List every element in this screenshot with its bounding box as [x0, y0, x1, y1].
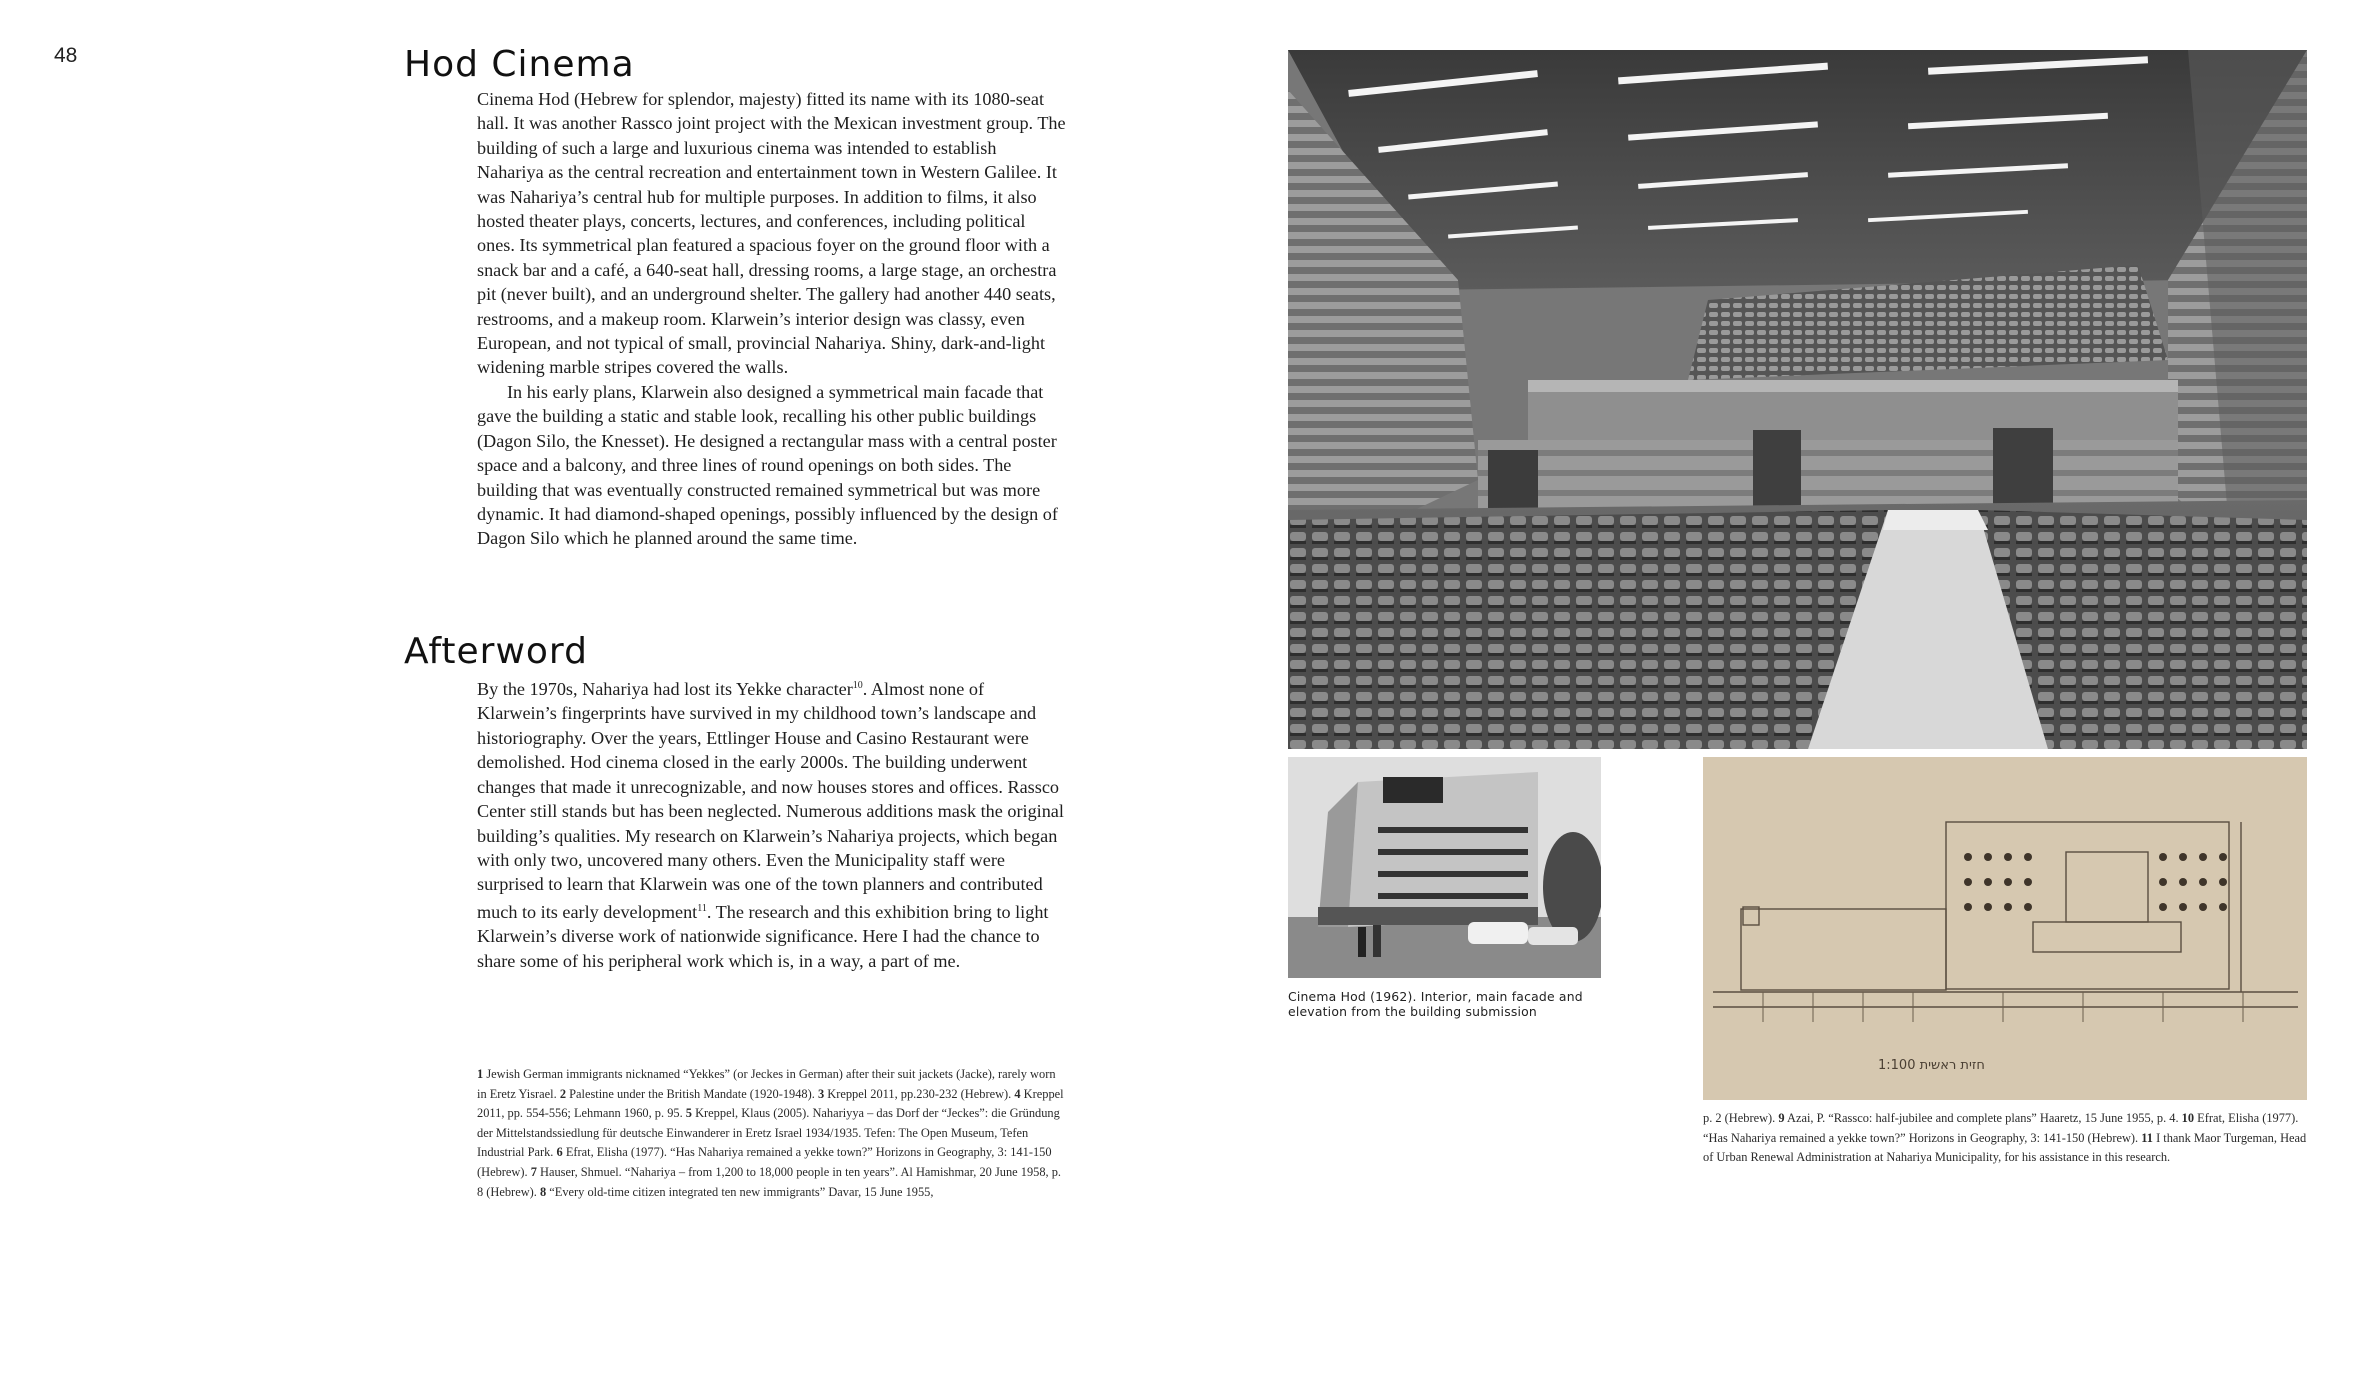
figure-caption: Cinema Hod (1962). Interior, main facade and elevation from the building submission [1288, 989, 1583, 1019]
section-heading-hod-cinema: Hod Cinema [404, 44, 635, 85]
afterword-body [477, 674, 1067, 973]
footnote-item: 10 Efrat, Elisha (1977). “Has Nahariya remained a yekke town?” Horizons in Geography, 3: 141-150 (Hebrew). [1703, 1111, 2299, 1145]
footnote-ref-11: 11 [697, 902, 707, 914]
hod-cinema-paragraph-2: In his early plans, Klarwein also designed a symmetrical main facade that gave the building a static and stable look, recalling his other public buildings (Dagon Silo, the Knesset). He designed a rectangular mass with a central poster space and a balcony, and three lines of round openings on both sides. The building that was eventually constructed remained symmetrical but was more dynamic. It had diamond-shaped openings, possibly influenced by the design of Dagon Silo which he planned around the same time. [477, 381, 1058, 549]
footnote-ref-10: 10 [852, 680, 863, 691]
afterword-paragraph [477, 674, 1067, 973]
footnote-item: 2 Palestine under the British Mandate (1920-1948). [559, 1086, 815, 1101]
afterword-text-part-2: . Almost none of Klarwein’s fingerprints have survived in my childhood town’s landscape and historiography. Over the years, Ettlinger House and Casino Restaurant were demolished. Hod cinema closed in the early 2000s. The building underwent changes that made it unrecognizable, and now houses stores and offices. Rassco Center still stands but has been neglected. Numerous additions mask the original building’s qualities. My research on Klarwein’s Nahariya projects, which began with only two, uncovered many others. Even the Municipality staff were surprised to learn that Klarwein was one of the town planners and contributed much to its early development [477, 679, 1064, 922]
footnote-item: 3 Kreppel 2011, pp.230-232 (Hebrew). [817, 1086, 1012, 1101]
footnote-item: 8 “Every old-time citizen integrated ten new immigrants” Davar, 15 June 1955, [539, 1184, 934, 1199]
page-number: 48 [54, 44, 78, 67]
footnote-item: 9 Azai, P. “Rassco: half-jubilee and complete plans” Haaretz, 15 June 1955, p. 4. [1778, 1111, 2179, 1125]
elevation-drawing [1703, 757, 2307, 1100]
section-heading-afterword: Afterword [404, 631, 588, 672]
footnotes-left [477, 1065, 1067, 1202]
footnote-item: p. 2 (Hebrew). [1703, 1111, 1776, 1125]
footnote-item: 5 Kreppel, Klaus (2005). Nahariyya – das Dorf der “Jeckes”: die Gründung der Mittelstandssiedlung für deutsche Einwanderer in Eretz Israel 1934/1935. Tefen: The Open Museum, Tefen Industrial Park. [477, 1106, 1060, 1160]
afterword-text-part-1: By the 1970s, Nahariya had lost its Yekke character [477, 679, 853, 700]
hod-cinema-body [477, 87, 1067, 551]
drawing-label: 1:100 חזית ראשית [1878, 1058, 1985, 1073]
footnote-item: 11 I thank Maor Turgeman, Head of Urban Renewal Administration at Nahariya Municipality, for his assistance in this research. [1703, 1130, 2307, 1165]
footnote-item: 7 Hauser, Shmuel. “Nahariya – from 1,200 to 18,000 people in ten years”. Al Hamishmar, 20 June 1958, p. 8 (Hebrew). [477, 1164, 1062, 1199]
footnote-item: 4 Kreppel 2011, pp. 554-556; Lehmann 1960, p. 95. [477, 1086, 1064, 1121]
cinema-facade-photo [1288, 757, 1601, 978]
hod-cinema-paragraph-1: Cinema Hod (Hebrew for splendor, majesty) fitted its name with its 1080-seat hall. It was another Rassco joint project with the Mexican investment group. The building of such a large and luxurious cinema was intended to establish Nahariya as the central recreation and entertainment town in Western Galilee. It was Nahariya’s central hub for multiple purposes. In addition to films, it also hosted theater plays, concerts, lectures, and conferences, including political ones. Its symmetrical plan featured a spacious foyer on the ground floor with a snack bar and a café, a 640-seat hall, dressing rooms, a large stage, an orchestra pit (never built), and an underground shelter. The gallery had another 440 seats, restrooms, and a makeup room. Klarwein’s interior design was classy, even European, and not typical of small, provincial Nahariya. Shiny, dark-and-light widening marble stripes covered the walls. [477, 89, 1066, 378]
cinema-interior-photo [1288, 50, 2307, 749]
footnote-item: 6 Efrat, Elisha (1977). “Has Nahariya remained a yekke town?” Horizons in Geography, 3: 141-150 (Hebrew). [477, 1145, 1052, 1179]
afterword-text-part-3: . The research and this exhibition bring to light Klarwein’s diverse work of nationwide significance. Here I had the chance to share some of his peripheral work which is, in a way, a part of me. [477, 901, 1049, 971]
footnote-item: 1 Jewish German immigrants nicknamed “Yekkes” (or Jeckes in German) after their suit jackets (Jacke), rarely worn in Eretz Yisrael. [477, 1067, 1056, 1101]
footnotes-right [1703, 1109, 2307, 1168]
